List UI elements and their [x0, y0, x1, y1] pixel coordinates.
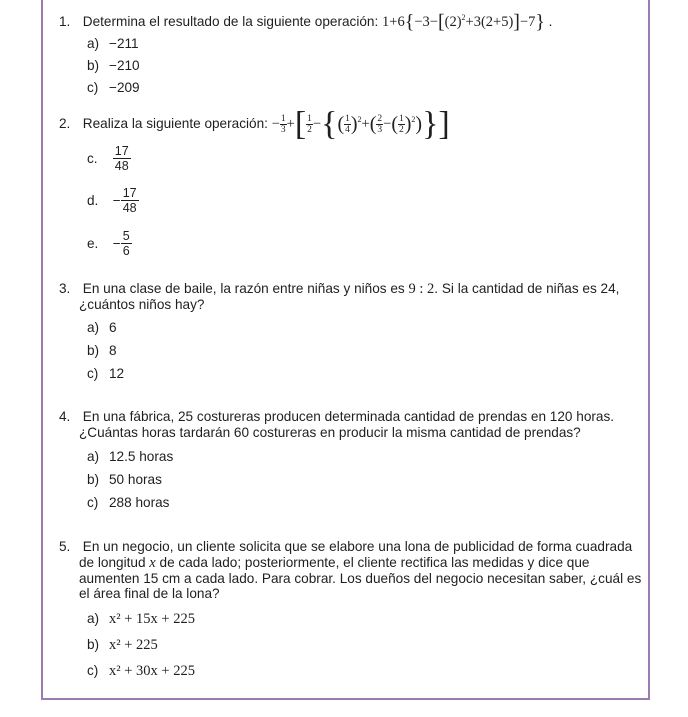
question-2 — [59, 105, 639, 143]
q4-option-c[interactable]: c) 288 horas — [87, 495, 170, 510]
variable-x: x — [149, 555, 156, 571]
q4-option-b[interactable]: b) 50 horas — [87, 472, 162, 487]
question-1: 1. Determina el resultado de la siguiente operación: $1+6\{-3-[(2)^2+3(2+5)]-7\}$ . — [59, 11, 553, 33]
question-text: Realiza la siguiente operación: — [82, 115, 268, 131]
q1-option-a[interactable]: a) −211 — [87, 36, 139, 51]
question-4-line2: ¿Cuántas horas tardarán 60 costureras en producir la misma cantidad de prendas? — [79, 425, 581, 440]
q3-option-b[interactable]: b) 8 — [87, 343, 117, 358]
q1-option-b[interactable]: b) −210 — [87, 58, 140, 73]
q3-option-c[interactable]: c) 12 — [87, 366, 125, 381]
question-number: 1. — [59, 13, 71, 29]
question-5-line2: de longitud x de cada lado; posteriormente, el cliente rectifica las medidas y dice que — [79, 555, 590, 571]
question-number: 3. — [59, 281, 71, 296]
ratio: 9 : 2 — [408, 281, 435, 297]
q5-option-c[interactable]: c) x² + 30x + 225 — [87, 663, 195, 679]
question-number: 4. — [59, 409, 71, 424]
question-5-line4: el área final de la lona? — [79, 586, 220, 601]
question-5-line3: aumenten 15 cm a cada lado. Para cobrar. Los dueños del negocio necesitan saber, ¿cuál es — [79, 571, 642, 586]
question-number: 2. — [59, 115, 71, 131]
question-number: 5. — [59, 539, 71, 554]
q5-option-b[interactable]: b) x² + 225 — [87, 637, 158, 653]
q5-option-a[interactable]: a) x² + 15x + 225 — [87, 611, 195, 627]
question-4: 4. En una fábrica, 25 costureras producen determinada cantidad de prendas en 120 horas. — [59, 409, 615, 424]
question-5: 5. En un negocio, un cliente solicita que se elabore una lona de publicidad de forma cuadrada — [59, 539, 633, 554]
q3-option-a[interactable]: a) 6 — [87, 320, 117, 335]
q2-option-c[interactable]: c. $\frac{17}{48}$ — [87, 144, 129, 173]
operation-expression: $1+6\{-3-[(2)^2+3(2+5)]-7\}$ — [382, 11, 546, 33]
question-text: Determina el resultado de la siguiente operación: — [82, 13, 379, 29]
q2-option-d[interactable]: d. − $\frac{17}{48}$ — [87, 186, 137, 215]
q4-option-a[interactable]: a) 12.5 horas — [87, 449, 174, 464]
q2-option-e[interactable]: e. − $\frac{5}{6}$ — [87, 229, 130, 258]
question-3: 3. En una clase de baile, la razón entre niñas y niños es 9 : 2. Si la cantidad de niñas es 24, — [59, 281, 620, 297]
q1-option-c[interactable]: c) −209 — [87, 80, 140, 95]
question-3-line2: ¿cuántos niños hay? — [79, 297, 205, 312]
operation-expression: − $\frac{1}{3}$ +[ $\frac{1}{2}$ −{( $\frac{1}{4}$ )$^2$+( $\frac{2}{3}$ −( $\frac{1}{2}$ )$^2$)}] — [271, 105, 450, 143]
